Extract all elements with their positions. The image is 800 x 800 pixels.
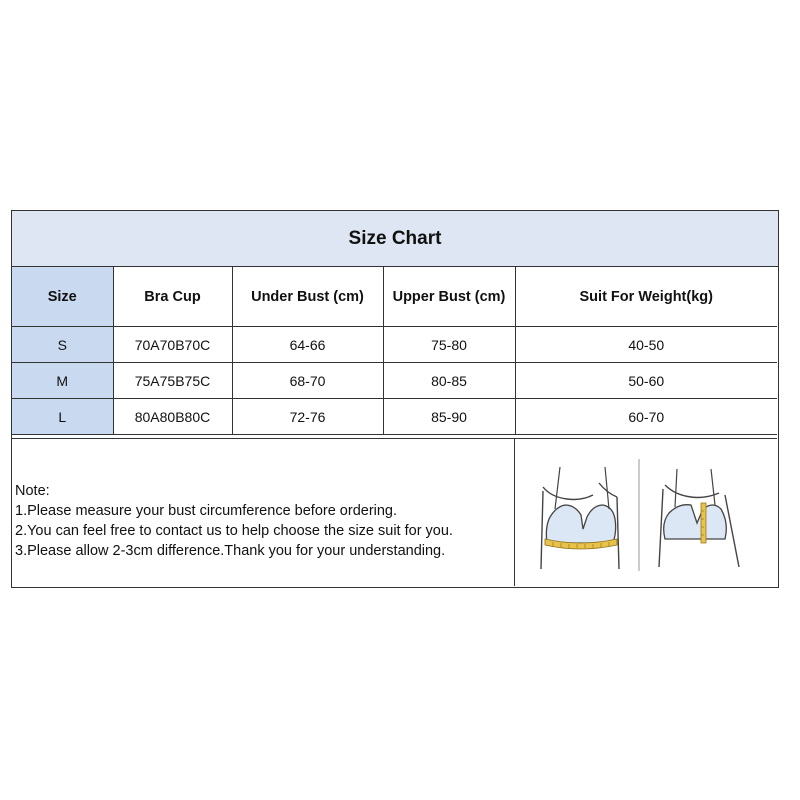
cell-weight: 60-70 [515,399,777,435]
notes-heading: Note: [15,483,50,499]
cell-under-bust: 64-66 [232,327,383,363]
upper-bust-measurement-icon [659,469,739,567]
cell-bra-cup: 75A75B75C [113,363,232,399]
table-row [12,363,777,399]
header-size: Size [12,267,113,327]
cell-under-bust: 68-70 [232,363,383,399]
bust-measurement-illustration-icon [515,439,776,586]
size-chart [11,210,779,588]
cell-upper-bust: 75-80 [383,327,515,363]
table-row [12,327,777,363]
notes-text [15,481,453,561]
cell-upper-bust: 80-85 [383,363,515,399]
cell-weight: 40-50 [515,327,777,363]
header-upper-bust: Upper Bust (cm) [383,267,515,327]
note-line: 2.You can feel free to contact us to help choose the size suit for you. [15,523,453,539]
size-table [12,267,777,435]
under-bust-measurement-icon [541,467,619,569]
header-bra-cup: Bra Cup [113,267,232,327]
cell-bra-cup: 70A70B70C [113,327,232,363]
cell-under-bust: 72-76 [232,399,383,435]
cell-upper-bust: 85-90 [383,399,515,435]
cell-size: M [12,363,113,399]
table-header-row [12,267,777,327]
chart-title: Size Chart [12,211,778,267]
header-under-bust: Under Bust (cm) [232,267,383,327]
note-line: 3.Please allow 2-3cm difference.Thank you for your understanding. [15,543,446,559]
cell-bra-cup: 80A80B80C [113,399,232,435]
cell-size: S [12,327,113,363]
cell-size: L [12,399,113,435]
table-row [12,399,777,435]
measurement-illustration [514,439,777,586]
notes-section [12,438,777,587]
header-weight: Suit For Weight(kg) [515,267,777,327]
note-line: 1.Please measure your bust circumference before ordering. [15,503,398,519]
cell-weight: 50-60 [515,363,777,399]
